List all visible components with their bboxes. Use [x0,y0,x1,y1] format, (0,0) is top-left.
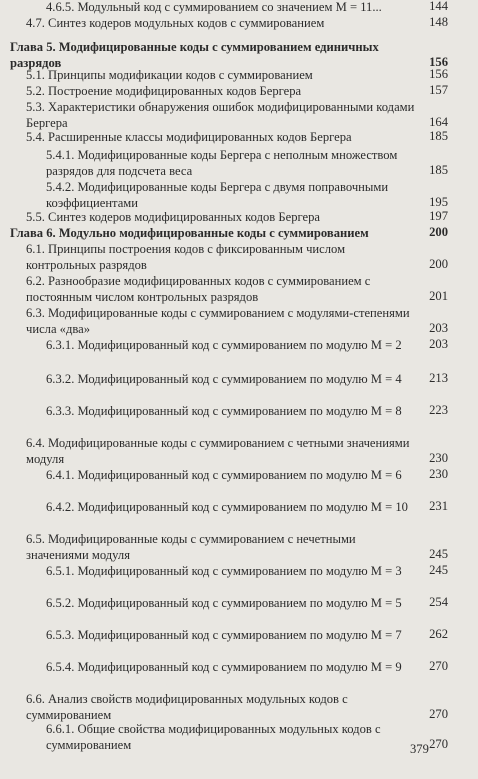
toc-entry[interactable] [0,532,478,563]
toc-entry-page: 230 [429,467,448,481]
toc-entry-title: 6.5.3. Модифицированный код с суммированием по модулю M = 7 [46,628,402,642]
toc-entry-page: 262 [429,627,448,641]
toc-entry-title: 6.5.2. Модифицированный код с суммированием по модулю M = 5 [46,596,402,610]
toc-entry[interactable] [0,84,478,100]
toc-entry-title: 6.4.1. Модифицированный код с суммированием по модулю M = 6 [46,468,402,482]
toc-entry-title: 6.6. Анализ свойств модифицированных модульных кодов с суммированием [26,692,348,722]
toc-entry[interactable] [0,226,478,242]
toc-entry[interactable] [0,500,478,516]
toc-entry-page: 185 [429,129,448,143]
toc-entry-page: 223 [429,403,448,417]
toc-entry-page: 195 [429,194,448,209]
toc-entry-page: 231 [429,499,448,513]
toc-entry[interactable] [0,722,478,753]
toc-entry-page: 203 [429,337,448,351]
toc-entry-title: 6.6.1. Общие свойства модифицированных модульных кодов с суммированием [46,722,381,752]
toc-entry[interactable] [0,692,478,723]
toc-entry-title: 5.4.1. Модифицированные коды Бергера с неполным множеством разрядов для подсчета веса [46,148,398,178]
toc-entry-page: 245 [429,546,448,561]
toc-entry[interactable] [0,338,478,354]
toc-entry[interactable] [0,210,478,226]
toc-entry-page: 200 [429,225,448,239]
toc-entry-title: 5.3. Характеристики обнаружения ошибок модифицированными кодами Бергера [26,100,415,130]
toc-entry-title: 6.5.4. Модифицированный код с суммированием по модулю M = 9 [46,660,402,674]
toc-entry[interactable] [0,404,478,420]
toc-entry[interactable] [0,372,478,388]
toc-entry-title: 6.1. Принципы построения кодов с фиксированным числом контрольных разрядов [26,242,346,272]
toc-entry-page: 203 [429,320,448,335]
toc-entry[interactable] [0,130,478,146]
toc-entry-page: 197 [429,209,448,223]
toc-entry-page: 156 [429,54,448,69]
toc-entry[interactable] [0,306,478,337]
toc-entry-page: 157 [429,83,448,97]
toc-entry-page: 185 [429,162,448,177]
toc-entry-page: 270 [429,736,448,751]
toc-entry-title: 6.3. Модифицированные коды с суммированием с модулями-степенями числа «два» [26,306,410,336]
toc-entry-page: 201 [429,288,448,303]
toc-entry-page: 213 [429,371,448,385]
toc-entry[interactable] [0,274,478,305]
toc-entry-page: 254 [429,595,448,609]
toc-entry-title: 4.6.5. Модульный код с суммированием со значением M = 11... [46,0,382,14]
toc-entry-title: 6.4.2. Модифицированный код с суммированием по модулю M = 10 [46,500,408,514]
toc-entry-title: 6.5.1. Модифицированный код с суммированием по модулю M = 3 [46,564,402,578]
toc-entry-title: 6.2. Разнообразие модифицированных кодов с суммированием с постоянным числом контрольных разрядов [26,274,371,304]
toc-entry[interactable] [0,596,478,612]
toc-entry-title: 6.5. Модифицированные коды с суммированием с нечетными значениями модуля [26,532,356,562]
toc-entry-page: 164 [429,114,448,129]
toc-entry-title: 6.3.1. Модифицированный код с суммированием по модулю M = 2 [46,338,402,352]
toc-entry-page: 270 [429,706,448,721]
toc-entry-title: 4.7. Синтез кодеров модульных кодов с суммированием [26,16,325,30]
toc-entry[interactable] [0,100,478,131]
toc-entry-page: 270 [429,659,448,673]
toc-entry[interactable] [0,242,478,273]
toc-entry-title: 5.4.2. Модифицированные коды Бергера с двумя поправочными коэффициентами [46,180,389,210]
toc-entry[interactable] [0,40,478,71]
toc-entry-page: 230 [429,450,448,465]
toc-entry-title: 5.4. Расширенные классы модифицированных кодов Бергера [26,130,352,144]
page-folio: 379 [410,742,429,756]
toc-entry[interactable] [0,628,478,644]
toc-entry-page: 156 [429,67,448,81]
toc-entry-title: 6.3.3. Модифицированный код с суммированием по модулю M = 8 [46,404,402,418]
toc-entry-title: 6.4. Модифицированные коды с суммированием с четными значениями модуля [26,436,410,466]
toc-entry-title: 5.2. Построение модифицированных кодов Бергера [26,84,302,98]
toc-entry-page: 200 [429,256,448,271]
toc-entry-page: 148 [429,15,448,29]
toc-entry-title: 5.5. Синтез кодеров модифицированных кодов Бергера [26,210,320,224]
toc-entry[interactable] [0,180,478,211]
toc-entry-page: 245 [429,563,448,577]
toc-entry[interactable] [0,148,478,179]
toc-entry-title: Глава 5. Модифицированные коды с суммированием единичных разрядов [10,40,379,70]
toc-entry[interactable] [0,468,478,484]
toc-entry[interactable] [0,16,478,32]
toc-entry-title: 5.1. Принципы модификации кодов с суммированием [26,68,313,82]
toc-entry[interactable] [0,68,478,84]
toc-entry[interactable] [0,436,478,467]
toc-entry[interactable] [0,564,478,580]
toc-entry[interactable] [0,0,478,16]
toc-entry-page: 144 [429,0,448,13]
toc-entry-title: Глава 6. Модульно модифицированные коды с суммированием [10,226,369,240]
toc-entry[interactable] [0,660,478,676]
toc-entry-title: 6.3.2. Модифицированный код с суммированием по модулю M = 4 [46,372,402,386]
